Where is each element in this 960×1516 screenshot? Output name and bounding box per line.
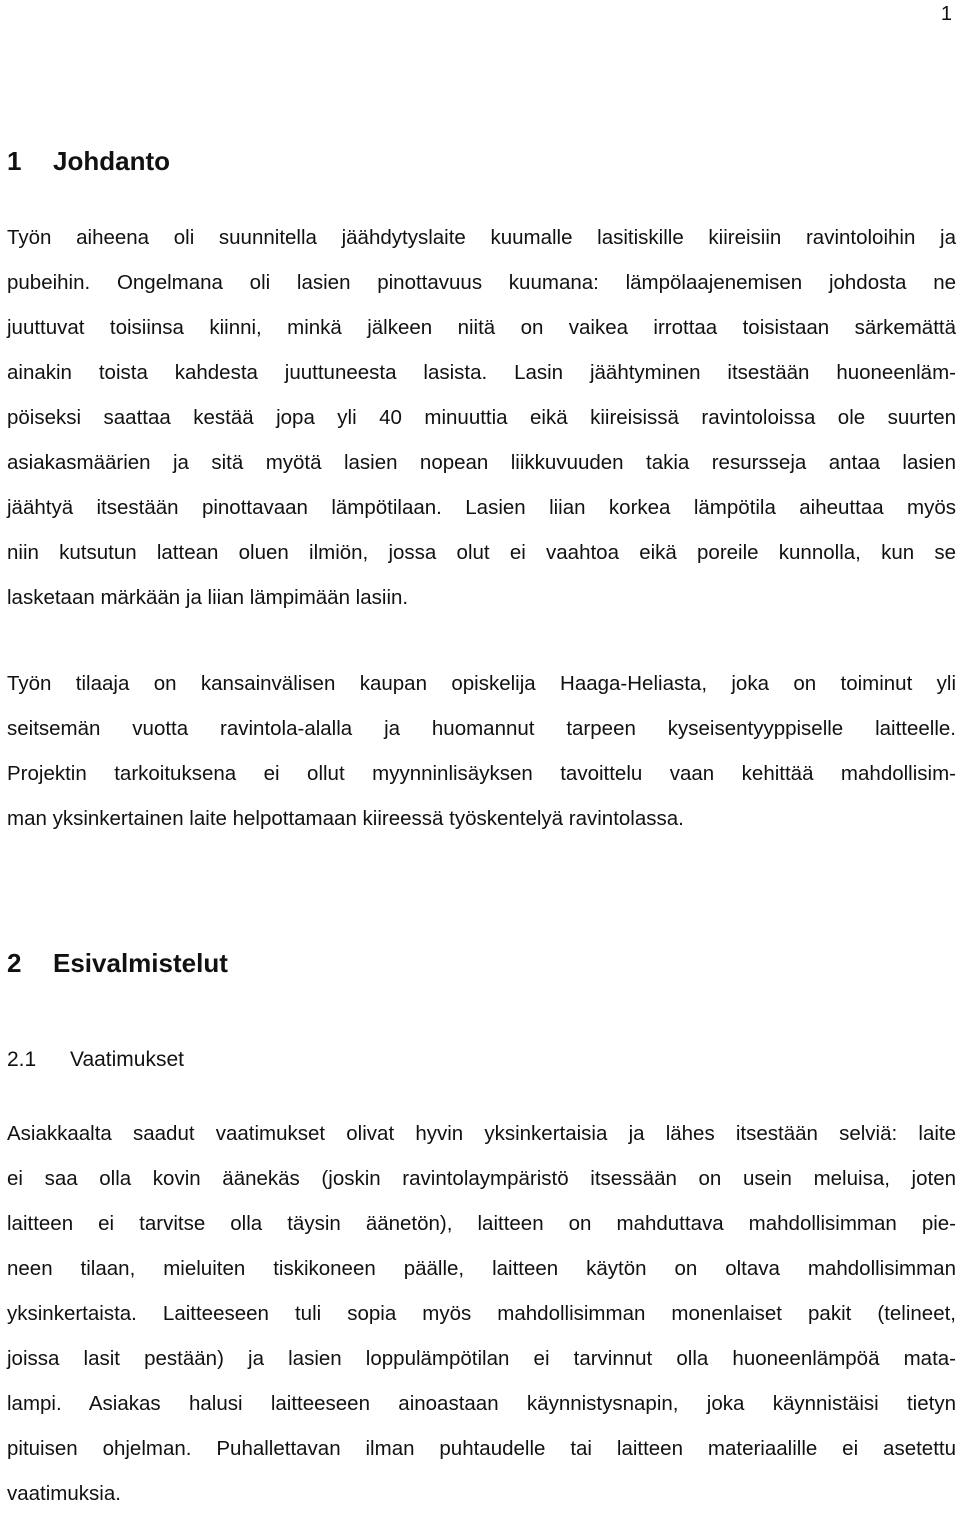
text-line: neen tilaan, mieluiten tiskikoneen päälle, laitteen käytön on oltava mahdollisimman bbox=[7, 1257, 956, 1280]
requirements-paragraph bbox=[7, 1111, 956, 1516]
subsection-2-1-title: Vaatimukset bbox=[70, 1048, 184, 1071]
text-line: ei saa olla kovin äänekäs (joskin ravintolaympäristö itsessään on usein meluisa, joten bbox=[7, 1167, 956, 1190]
text-line: yksinkertaista. Laitteeseen tuli sopia myös mahdollisimman monenlaiset pakit (telineet, bbox=[7, 1302, 956, 1325]
text-line: Asiakkaalta saadut vaatimukset olivat hyvin yksinkertaisia ja lähes itsestään selviä: laite bbox=[7, 1122, 956, 1145]
text-line: Työn aiheena oli suunnitella jäähdytyslaite kuumalle lasitiskille kiireisiin ravintoloihin ja bbox=[7, 226, 956, 249]
text-line: pituisen ohjelman. Puhallettavan ilman puhtaudelle tai laitteen materiaalille ei asetettu bbox=[7, 1437, 956, 1460]
intro-paragraph-1 bbox=[7, 215, 956, 620]
text-line: lasketaan märkään ja liian lämpimään lasiin. bbox=[7, 586, 409, 609]
text-line: juuttuvat toisiinsa kiinni, minkä jälkeen niitä on vaikea irrottaa toisistaan särkemättä bbox=[7, 316, 956, 339]
section-1-heading bbox=[7, 144, 170, 178]
text-line: seitsemän vuotta ravintola-alalla ja huomannut tarpeen kyseisentyyppiselle laitteelle. bbox=[7, 717, 956, 740]
text-line: lampi. Asiakas halusi laitteeseen ainoastaan käynnistysnapin, joka käynnistäisi tietyn bbox=[7, 1392, 956, 1415]
section-1-number: 1 bbox=[7, 146, 22, 176]
page-number: 1 bbox=[940, 3, 952, 25]
text-line: asiakasmäärien ja sitä myötä lasien nopean liikkuvuuden takia resursseja antaa lasien bbox=[7, 451, 956, 474]
section-2-heading bbox=[7, 946, 228, 980]
text-line: joissa lasit pestään) ja lasien loppulämpötilan ei tarvinnut olla huoneenlämpöä mata- bbox=[7, 1347, 956, 1370]
subsection-2-1-number: 2.1 bbox=[7, 1048, 37, 1071]
text-line: jäähtyä itsestään pinottavaan lämpötilaan. Lasien liian korkea lämpötila aiheuttaa myös bbox=[7, 496, 956, 519]
intro-paragraph-2 bbox=[7, 661, 956, 841]
text-line: ainakin toista kahdesta juuttuneesta lasista. Lasin jäähtyminen itsestään huoneenläm- bbox=[7, 361, 956, 384]
text-line: vaatimuksia. bbox=[7, 1482, 121, 1505]
text-line: pöiseksi saattaa kestää jopa yli 40 minuuttia eikä kiireisissä ravintoloissa ole suurten bbox=[7, 406, 956, 429]
text-line: laitteen ei tarvitse olla täysin äänetön), laitteen on mahduttava mahdollisimman pie- bbox=[7, 1212, 956, 1235]
text-line: niin kutsutun lattean oluen ilmiön, jossa olut ei vaahtoa eikä poreile kunnolla, kun se bbox=[7, 541, 956, 564]
text-line: Projektin tarkoituksena ei ollut myynninlisäyksen tavoittelu vaan kehittää mahdollisim- bbox=[7, 762, 956, 785]
subsection-2-1-heading bbox=[7, 1045, 184, 1075]
section-2-title: Esivalmistelut bbox=[53, 948, 228, 978]
section-1-title: Johdanto bbox=[53, 146, 170, 176]
text-line: pubeihin. Ongelmana oli lasien pinottavuus kuumana: lämpölaajenemisen johdosta ne bbox=[7, 271, 956, 294]
text-line: man yksinkertainen laite helpottamaan kiireessä työskentelyä ravintolassa. bbox=[7, 807, 684, 830]
section-2-number: 2 bbox=[7, 948, 22, 978]
text-line: Työn tilaaja on kansainvälisen kaupan opiskelija Haaga-Heliasta, joka on toiminut yli bbox=[7, 672, 956, 695]
